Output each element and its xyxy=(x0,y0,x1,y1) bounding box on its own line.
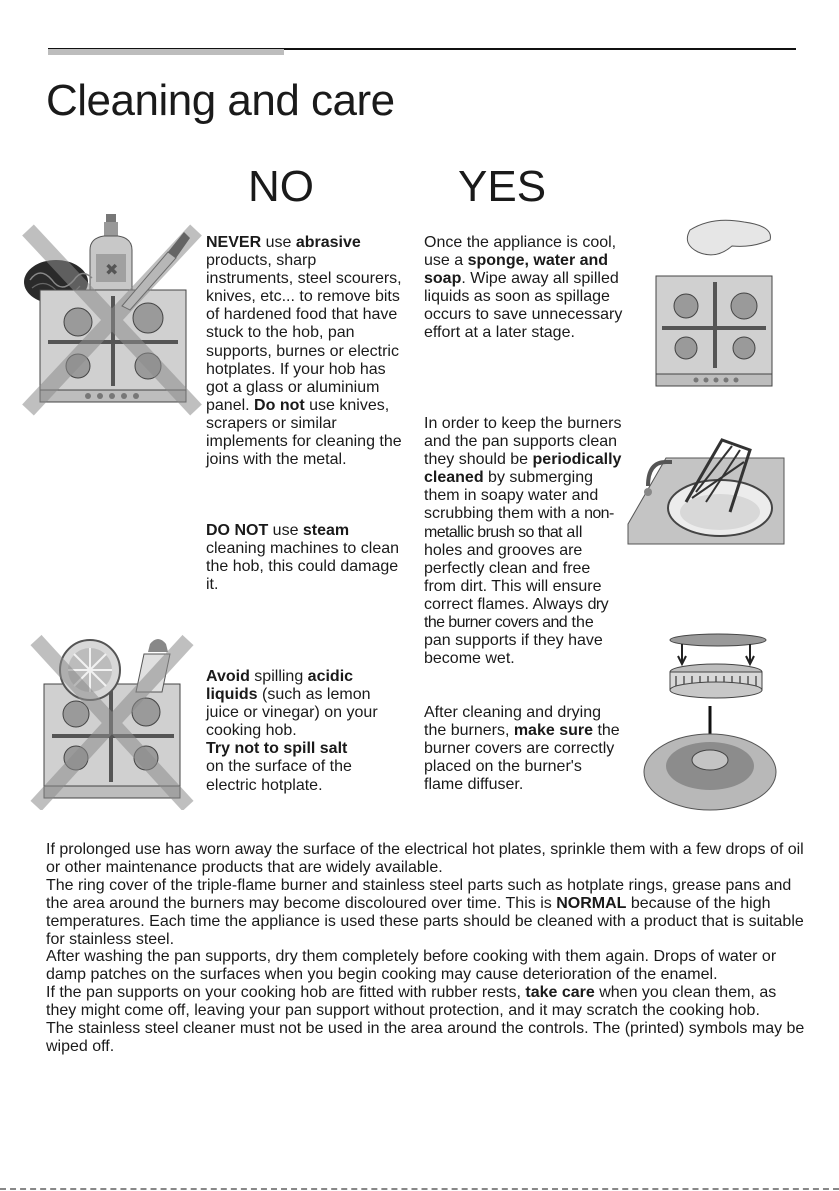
yes-burner-covers-text: After cleaning and drying the burners, make sure the burner covers are correctly placed on the burner's flame diffuser. xyxy=(424,704,620,794)
note-rubber-rests: If the pan supports on your cooking hob are fitted with rubber rests, take care when you clean them, as they might come off, leaving your pan support without protection, and it may scratch the cooking hob. xyxy=(46,984,777,1020)
column-heading-yes: YES xyxy=(458,162,547,211)
page-title: Cleaning and care xyxy=(46,76,395,125)
note-hotplates: If prolonged use has worn away the surface of the electrical hot plates, sprinkle them with a few drops of oil or other maintenance products that are widely available. xyxy=(46,841,804,876)
note-controls: The stainless steel cleaner must not be used in the area around the controls. The (printed) symbols may be wiped off. xyxy=(46,1020,805,1055)
note-discolouration: The ring cover of the triple-flame burner and stainless steel parts such as hotplate rings, grease pans and the area around the burners may become discoloured over time. This is NORMAL because of the high temperatures. Each time the appliance is used these parts should be cleaned with a product that is suitable for stainless steel. xyxy=(46,876,804,948)
no-acidic-text: Avoid spilling acidic liquids (such as lemon juice or vinegar) on your cooking hob. Try not to spill salt on the surface of the electric hotplate. xyxy=(206,668,378,794)
yes-periodic-cleaning-text: In order to keep the burners and the pan supports clean they should be periodically cleaned by submerging them in soapy water and scrubbing them with a non-metallic brush so that all holes and grooves are perfectly clean and free from dirt. This will ensure correct flames. Always dry the burner covers and the pan supports if they have become wet. xyxy=(424,415,622,668)
burner-cover-illustration xyxy=(640,632,780,814)
yes-sponge-text: Once the appliance is cool, use a sponge, water and soap. Wipe away all spilled liquids as soon as spillage occurs to save unnecessary effort at a later stage. xyxy=(424,234,623,342)
abrasive-tools-illustration xyxy=(18,210,204,416)
no-abrasive-text: NEVER use abrasive products, sharp instruments, steel scourers, knives, etc... to remove bits of hardened food that have stuck to the hob, pan supports, burnes or electric hotplates. If your hob has got a glass or aluminium panel. Do not use knives, scrapers or similar implements for cleaning the joins with the metal. xyxy=(206,234,402,469)
note-pan-supports: After washing the pan supports, dry them completely before cooking with them again. Drops of water or damp patches on the surfaces when you begin cooking may cause deterioration of the enamel. xyxy=(46,948,777,984)
flame-diffuser-icon xyxy=(670,664,762,698)
sponge-hob-illustration xyxy=(652,214,776,390)
header-rule-accent xyxy=(48,49,284,55)
svg-text:✖: ✖ xyxy=(105,260,119,279)
hob-icon xyxy=(656,276,772,386)
column-heading-no: NO xyxy=(248,162,314,211)
lemon-salt-illustration xyxy=(28,630,194,810)
burner-cap-icon xyxy=(670,634,766,646)
sink-soaking-illustration xyxy=(626,432,786,552)
no-steam-text: DO NOT use steam cleaning machines to clean the hob, this could damage it. xyxy=(206,522,400,594)
sponge-icon xyxy=(687,220,770,255)
burner-base-icon xyxy=(644,734,776,810)
arrow-down-icon xyxy=(678,644,754,664)
page-edge-line xyxy=(0,1188,839,1190)
bottle-icon xyxy=(90,214,132,294)
care-notes xyxy=(46,841,806,1056)
